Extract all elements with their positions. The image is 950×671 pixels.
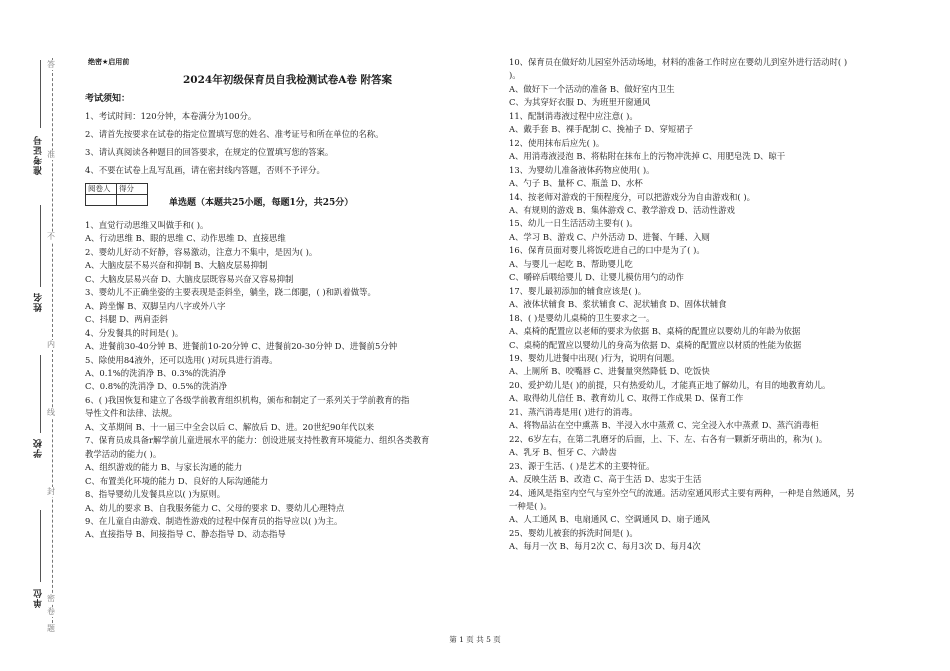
question-line: A、进餐前30-40分钟 B、进餐前10-20分钟 C、进餐前20-30分钟 D、进餐前5分钟 (85, 341, 398, 352)
left-column (85, 56, 490, 542)
section-title: 单选题（本题共25小题，每题1分，共25分） (169, 198, 354, 208)
question-line: 7、保育员成具备r解学前儿童进展水平的能力：创设进展支持性教育环境能力、组织各类教育 (85, 435, 430, 446)
question-line: 4、分发餐具的时间是( )。 (85, 327, 184, 338)
question-line: A、跨坐懈 B、双脚呈内八字或外八字 (85, 300, 226, 311)
question-line: A、反映生活 B、改造 C、高于生活 D、忠实于生活 (509, 474, 702, 485)
binding-margin (0, 0, 66, 671)
question-line: 17、婴儿最初添加的辅食应该是( )。 (509, 285, 647, 296)
question-line: 24、通风是指室内空气与室外空气的流通。活动室通风形式主要有两种，一种是自然通风，另 (509, 487, 855, 498)
question-line: 19、婴幼儿进餐中出现( )行为，说明有问题。 (509, 352, 680, 363)
question-line: 10、保育员在做好幼儿园室外活动场地，材料的准备工作时应在婴幼儿到室外进行活动时( ) (509, 57, 848, 67)
seal-mark-6: 准 (47, 150, 55, 159)
question-line: 9、在儿童自由游戏、制造性游戏的过程中保育员的指导应以( )为主。 (85, 515, 343, 526)
question-line: A、文革期间 B、十一届三中全会以后 C、解放后 D、进。20世纪90年代以来 (85, 421, 375, 432)
notice-item: 2、请首先按要求在试卷的指定位置填写您的姓名、准考证号和所在单位的名称。 (85, 129, 384, 139)
notice-item: 1、考试时间：120分钟，本卷满分为100分。 (85, 111, 257, 121)
reviewer-label: 阅卷人 (86, 184, 117, 195)
exam-number-field[interactable] (40, 60, 41, 128)
question-line: A、与婴儿一起吃 B、帮助婴儿吃 (509, 258, 633, 269)
question-line: 25、婴幼儿被套的拆洗时间是( )。 (509, 527, 638, 538)
question-line: 22、6岁左右，在第二乳磨牙的后面，上、下、左、右各有一颗新牙萌出的，称为( )。 (509, 433, 828, 444)
score-cell[interactable] (117, 195, 148, 206)
question-line: 8、指导婴幼儿发餐具应以( )为原则。 (85, 489, 226, 500)
question-line: C、0.8%的洗消净 D、0.5%的洗消净 (85, 381, 228, 392)
page-footer: 第 1 页 共 5 页 (449, 635, 501, 644)
question-line: 16、保育员面对婴儿将饭吃进自己的口中是为了( )。 (509, 245, 705, 256)
question-line: A、上厕所 B、咬嘴唇 C、进餐量突然降低 D、吃饭快 (509, 366, 710, 377)
name-field[interactable] (40, 205, 41, 287)
question-line: A、人工通风 B、电扇通风 C、空调通风 D、扇子通风 (509, 514, 710, 525)
question-line: A、行动思维 B、眼的思维 C、动作思维 D、直接思维 (85, 233, 286, 244)
unit-label: 单位 (34, 588, 44, 608)
question-line: 21、蒸汽消毒是用( )进行的消毒。 (509, 406, 638, 417)
question-line: 教学活动的能力( )。 (85, 448, 162, 459)
seal-mark-9: 卷 (47, 607, 55, 616)
notice-heading: 考试须知： (85, 94, 131, 104)
question-line: A、用消毒液浸泡 B、将粘附在抹布上的污物冲洗掉 C、用肥皂洗 D、晾干 (509, 151, 786, 162)
question-line: A、组织游戏的能力 B、与家长沟通的能力 (85, 462, 243, 473)
school-label: 学校 (34, 438, 44, 458)
seal-mark-7: 答 (47, 60, 55, 69)
question-line: A、有规则的游戏 B、集体游戏 C、教学游戏 D、活动性游戏 (509, 204, 735, 215)
left-questions (85, 219, 490, 542)
question-line: A、做好下一个活动的准备 B、做好室内卫生 (509, 83, 675, 94)
reviewer-cell[interactable] (86, 195, 117, 206)
page-title: 2024年初级保育员自我检测试卷A卷 附答案 (182, 74, 393, 86)
question-line: C、为其穿好衣服 D、为班里开窗通风 (509, 97, 651, 108)
seal-mark-8: 题 (47, 624, 55, 633)
question-line: C、桌椅的配置应以婴幼儿的身高为依据 D、桌椅的配置应以材质的性能为依据 (509, 339, 802, 350)
notice-item: 3、请认真阅读各种题目的回答要求，在规定的位置填写您的答案。 (85, 147, 334, 157)
question-line: A、乳牙 B、恒牙 C、六龄齿 (509, 447, 617, 458)
question-line: C、嚼碎后喂给婴儿 D、让婴儿模仿用勺的动作 (509, 272, 684, 283)
question-line: 20、爱护幼儿是( )的前提，只有热爱幼儿，才能真正地了解幼儿，有目的地教育幼儿。 (509, 379, 831, 390)
seal-mark-2: 封 (47, 487, 55, 496)
question-line: 15、幼儿一日生活活动主要有( )。 (509, 218, 638, 229)
question-line: A、每月一次 B、每月2次 C、每月3次 D、每月4次 (509, 541, 701, 552)
question-line: C、布置美化环境的能力 D、良好的人际沟通能力 (85, 475, 269, 486)
question-line: C、大脑皮层易兴奋 D、大脑皮层既容易兴奋又容易抑制 (85, 273, 294, 284)
question-line: A、幼儿的要求 B、自我服务能力 C、父母的要求 D、婴幼儿心理特点 (85, 502, 345, 513)
school-field[interactable] (40, 355, 41, 433)
question-line: A、大脑皮层不易兴奋和抑制 B、大脑皮层易抑制 (85, 260, 268, 271)
seal-mark-5: 不 (47, 232, 55, 241)
right-column (509, 56, 919, 554)
seal-mark-3: 线 (47, 408, 55, 417)
question-line: 1、直觉行动思维又叫做手和( )。 (85, 220, 209, 230)
right-questions (509, 56, 919, 554)
question-line: 11、配制消毒液过程中应注意( )。 (509, 110, 638, 121)
question-line: 13、为婴幼儿准备液体药物应使用( )。 (509, 164, 655, 175)
score-label: 得分 (117, 184, 148, 195)
question-line: 23、源于生活、( )是艺术的主要特征。 (509, 460, 655, 471)
name-label: 姓名 (34, 292, 44, 312)
unit-field[interactable] (40, 510, 41, 582)
score-box (85, 183, 148, 206)
score-row (85, 181, 490, 219)
question-line: A、直接指导 B、间接指导 C、静态指导 D、动态指导 (85, 529, 286, 540)
secret-label: 绝密★启用前 (88, 58, 130, 66)
notice-item: 4、不要在试卷上乱写乱画，请在密封线内答题，否则不予评分。 (85, 165, 325, 175)
question-line: 14、按老师对游戏的干预程度分，可以把游戏分为自由游戏和( )。 (509, 191, 755, 202)
question-line: 导性文件和法律、法规。 (85, 408, 178, 419)
question-line: A、勺子 B、量杯 C、瓶盖 D、水杯 (509, 178, 643, 189)
question-line: A、液体状辅食 B、浆状辅食 C、泥状辅食 D、固体状辅食 (509, 299, 727, 310)
question-line: A、桌椅的配置应以老师的要求为依据 B、桌椅的配置应以婴幼儿的年龄为依据 (509, 326, 801, 337)
exam-number-label: 准考证号 (34, 135, 44, 175)
question-line: A、戴手套 B、裸手配制 C、挽袖子 D、穿短裙子 (509, 124, 694, 135)
question-line: 18、( )是婴幼儿桌椅的卫生要求之一。 (509, 312, 655, 323)
question-line: 6、( )我国恢复和建立了各级学前教育组织机构，颁布和制定了一系列关于学前教育的指 (85, 394, 410, 405)
question-line: 3、婴幼儿不正确坐姿的主要表现是歪斜坐，躺坐，跷二郎腿，( )和趴着做等。 (85, 287, 376, 298)
question-line: 12、使用抹布后应先( )。 (509, 137, 605, 148)
seal-mark-1: 密 (47, 594, 55, 603)
question-line: A、将物品沾在空中熏蒸 B、半浸入水中蒸煮 C、完全浸入水中蒸煮 D、蒸汽消毒柜 (509, 420, 819, 431)
question-line: A、取得幼儿信任 B、教育幼儿 C、取得工作成果 D、保育工作 (509, 393, 744, 404)
question-line: A、0.1%的洗消净 B、0.3%的洗消净 (85, 367, 227, 378)
question-line: )。 (509, 70, 521, 81)
question-line: A、学习 B、游戏 C、户外活动 D、进餐、午睡、入厕 (509, 231, 710, 242)
question-line: 5、除使用84液外，还可以选用( )对玩具进行消毒。 (85, 354, 278, 365)
question-line: 2、婴幼儿好动不好静，容易激动，注意力不集中，是因为( )。 (85, 246, 318, 257)
question-line: 一种是( )。 (509, 500, 552, 511)
seal-mark-4: 内 (47, 340, 55, 349)
question-line: C、抖腿 D、两肩歪斜 (85, 314, 168, 325)
